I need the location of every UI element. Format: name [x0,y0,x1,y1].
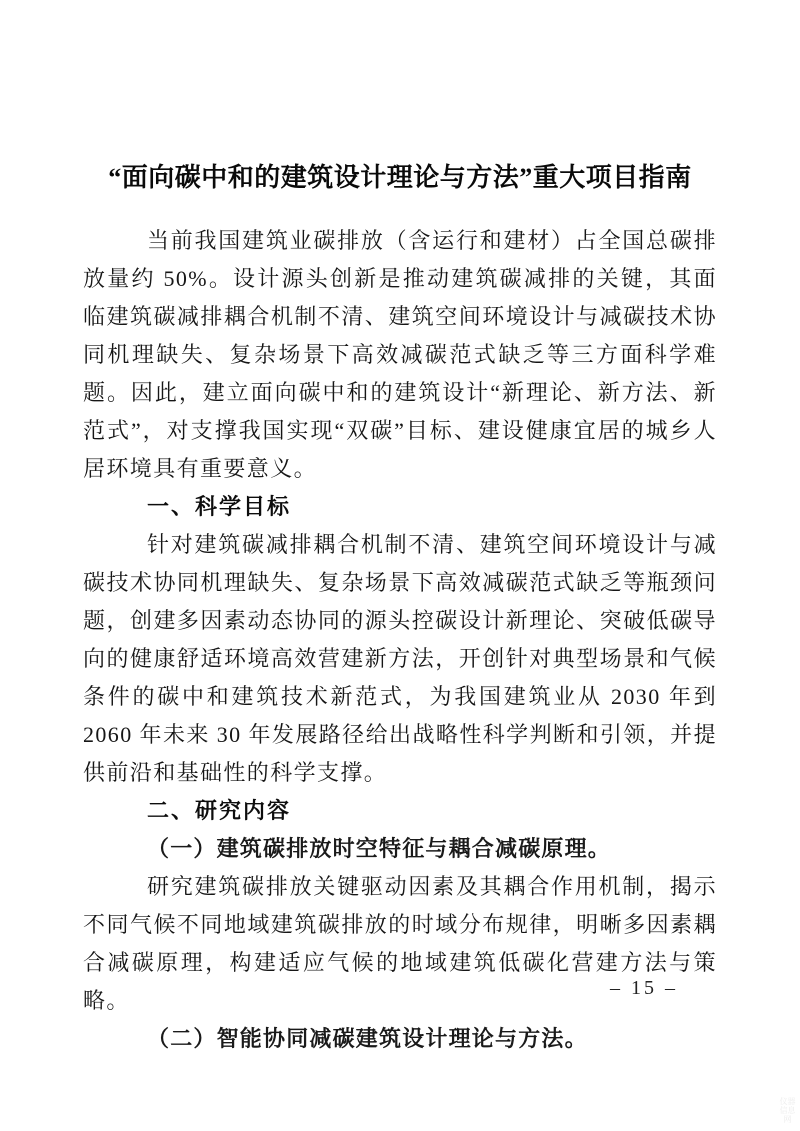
document-title: “面向碳中和的建筑设计理论与方法”重大项目指南 [108,163,692,193]
section-science-goal-paragraph: 针对建筑碳减排耦合机制不清、建筑空间环境设计与减碳技术协同机理缺失、复杂场景下高效减碳范式缺乏等瓶颈问题，创建多因素动态协同的源头控碳设计新理论、突破低碳导向的健康舒适环境高效营建新方法，开创针对典型场景和气候条件的碳中和建筑技术新范式，为我国建筑业从 2030 年到 2060 年未来 30 年发展路径给出战略性科学判断和引领，并提供前沿和基础性的科学支撑。 [83,532,717,785]
subsection-heading-item-1: （一）建筑碳排放时空特征与耦合减碳原理。 [147,836,612,861]
subsection-item-1-paragraph: 研究建筑碳排放关键驱动因素及其耦合作用机制，揭示不同气候不同地域建筑碳排放的时域分布规律，明晰多因素耦合减碳原理，构建适应气候的地域建筑低碳化营建方法与策略。 [83,874,717,1013]
subsection-heading-item-2: （二）智能协同减碳建筑设计理论与方法。 [147,1026,588,1051]
watermark: 仪器信息网 [779,1097,796,1124]
section-heading-research-content: 二、研究内容 [147,798,292,823]
section-heading-science-goal: 一、科学目标 [147,494,292,519]
page-number: – 15 – [610,977,678,999]
intro-paragraph: 当前我国建筑业碳排放（含运行和建材）占全国总碳排放量约 50%。设计源头创新是推动建筑碳减排的关键，其面临建筑碳减排耦合机制不清、建筑空间环境设计与减碳技术协同机理缺失、复杂场景下高效减碳范式缺乏等三方面科学难题。因此，建立面向碳中和的建筑设计“新理论、新方法、新范式”，对支撑我国实现“双碳”目标、建设健康宜居的城乡人居环境具有重要意义。 [83,228,717,481]
document-body [83,222,717,1058]
